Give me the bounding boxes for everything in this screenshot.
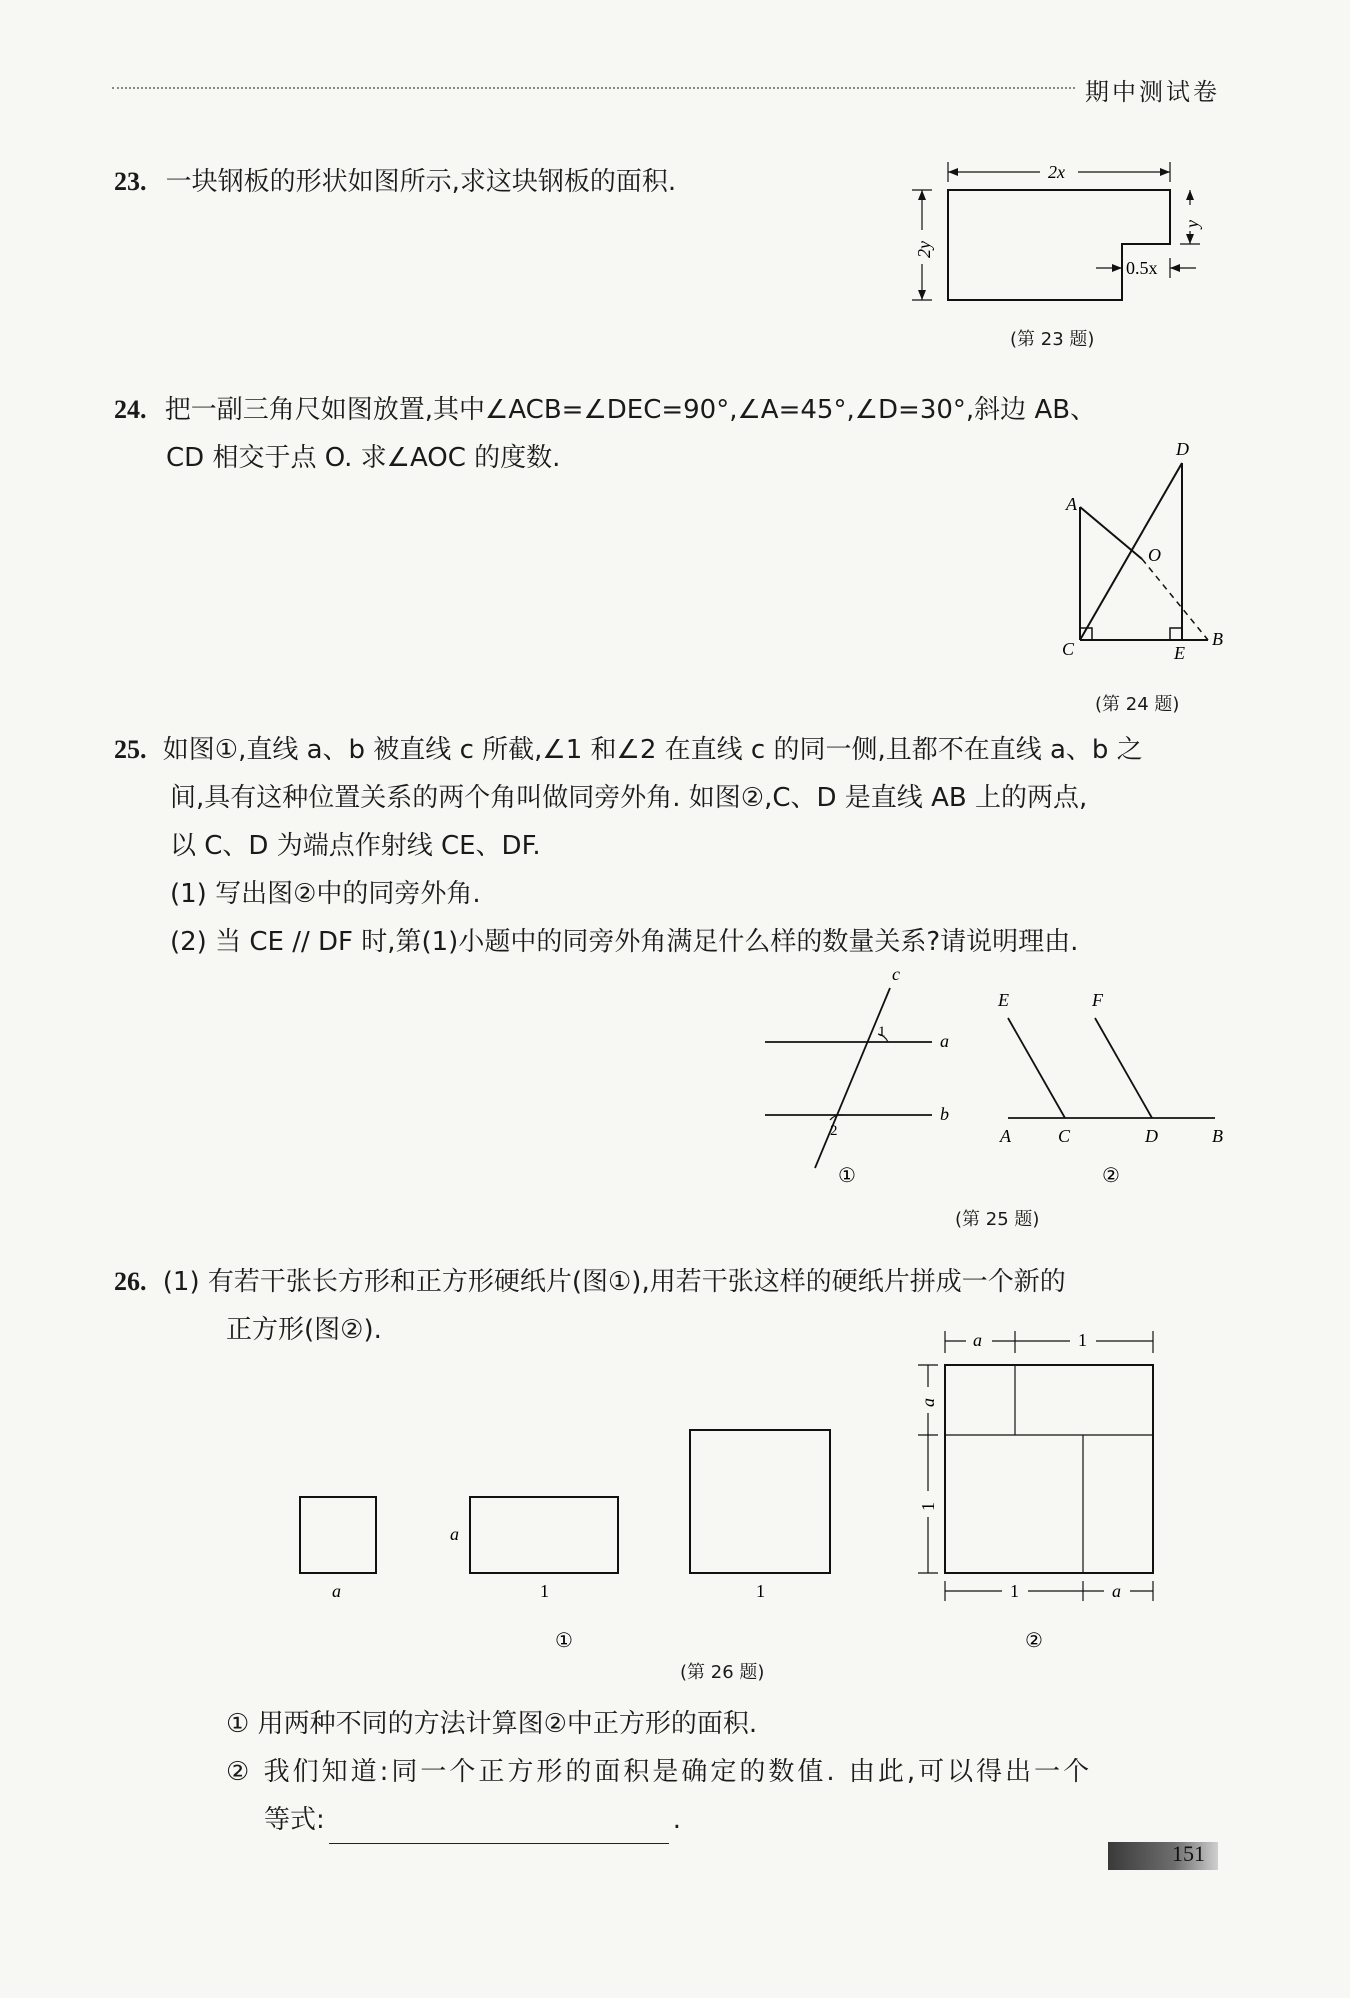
- figure-23: [900, 150, 1220, 350]
- small-square-side: a: [332, 1581, 341, 1601]
- dim-left-label: 2y: [914, 241, 934, 258]
- point-B: B: [1212, 629, 1223, 649]
- figure-25-2-label: ②: [1102, 1165, 1120, 1187]
- figure-26-2-label: ②: [1025, 1630, 1043, 1652]
- question-26-line1: [114, 1258, 1244, 1306]
- dim-right-label: y: [1182, 220, 1202, 228]
- label-A: A: [1000, 1126, 1011, 1146]
- page-number: 151: [1172, 1841, 1205, 1866]
- label-E: E: [998, 990, 1009, 1010]
- question-text: 把一副三角尺如图放置,其中∠ACB=∠DEC=90°,∠A=45°,∠D=30°,斜边 AB、: [164, 395, 1097, 425]
- question-25-sub2: (2) 当 CE // DF 时,第(1)小题中的同旁外角满足什么样的数量关系?请说明理由.: [170, 927, 1079, 957]
- equation-prefix: 等式:: [264, 1805, 325, 1835]
- question-number: 24.: [114, 395, 147, 424]
- answer-blank[interactable]: [329, 1813, 669, 1844]
- figure-25-1-label: ①: [838, 1165, 856, 1187]
- caption-25: (第 25 题): [955, 1209, 1040, 1230]
- point-E: E: [1174, 643, 1185, 663]
- bottom-1-label: 1: [1010, 1581, 1019, 1601]
- question-25-sub1: (1) 写出图②中的同旁外角.: [170, 879, 481, 909]
- question-number: 25.: [114, 735, 147, 764]
- ray-CE: [1008, 1018, 1065, 1118]
- label-C: C: [1058, 1126, 1071, 1146]
- composite-square: [945, 1365, 1153, 1573]
- question-23: [114, 158, 676, 206]
- left-a-label: a: [918, 1398, 938, 1407]
- top-1-label: 1: [1078, 1330, 1087, 1350]
- question-25-line1: [114, 726, 1244, 774]
- question-26-line2: 正方形(图②).: [226, 1315, 382, 1345]
- figure-25: [760, 970, 1240, 1200]
- steel-plate-outline: [948, 190, 1170, 300]
- question-25-line2: 间,具有这种位置关系的两个角叫做同旁外角. 如图②,C、D 是直线 AB 上的两点,: [170, 783, 1088, 813]
- small-square: [300, 1497, 376, 1573]
- segment-CD: [1080, 463, 1182, 640]
- question-text: 一块钢板的形状如图所示,求这块钢板的面积.: [165, 167, 677, 197]
- caption-26: (第 26 题): [680, 1662, 765, 1683]
- figure-26: [290, 1325, 1200, 1655]
- caption-23: (第 23 题): [1010, 329, 1095, 350]
- equation-suffix: .: [672, 1805, 682, 1835]
- rectangle: [470, 1497, 618, 1573]
- question-26-item2-line2: [264, 1796, 1236, 1844]
- label-b: b: [940, 1104, 949, 1124]
- dim-step-label: 0.5x: [1126, 258, 1158, 278]
- header-title: 期中测试卷: [1085, 78, 1220, 106]
- point-O: O: [1148, 545, 1161, 565]
- left-1-label: 1: [918, 1502, 938, 1511]
- label-c: c: [892, 970, 900, 984]
- question-25: [114, 726, 1244, 966]
- label-a: a: [940, 1031, 949, 1051]
- top-a-label: a: [973, 1330, 982, 1350]
- question-25-line3: 以 C、D 为端点作射线 CE、DF.: [170, 831, 541, 861]
- large-square: [690, 1430, 830, 1573]
- question-24-line2: CD 相交于点 O. 求∠AOC 的度数.: [166, 443, 561, 473]
- point-A: A: [1066, 494, 1077, 514]
- angle-1-label: 1: [878, 1024, 886, 1040]
- label-F: F: [1092, 990, 1103, 1010]
- point-D: D: [1176, 439, 1189, 459]
- figure-26-1-label: ①: [555, 1630, 573, 1652]
- caption-24: (第 24 题): [1095, 694, 1180, 715]
- label-B: B: [1212, 1126, 1223, 1146]
- dim-top-label: 2x: [1048, 162, 1065, 182]
- question-number: 26.: [114, 1267, 147, 1296]
- rect-width-label: 1: [540, 1581, 549, 1601]
- question-number: 23.: [114, 167, 147, 196]
- segment-AO: [1080, 507, 1142, 559]
- point-C: C: [1062, 639, 1075, 659]
- header-rule: [112, 87, 1075, 89]
- large-square-side: 1: [756, 1581, 765, 1601]
- question-26-items: [226, 1700, 1236, 1844]
- question-26-item1: ① 用两种不同的方法计算图②中正方形的面积.: [226, 1709, 758, 1739]
- bottom-a-label: a: [1112, 1581, 1121, 1601]
- ray-DF: [1095, 1018, 1152, 1118]
- figure-24: [1040, 435, 1240, 665]
- question-24-line1: [114, 386, 1234, 434]
- line-c: [815, 988, 890, 1168]
- rect-height-label: a: [450, 1524, 459, 1544]
- question-26-item2-line1: ② 我们知道:同一个正方形的面积是确定的数值. 由此,可以得出一个: [226, 1757, 1093, 1787]
- question-text: (1) 有若干张长方形和正方形硬纸片(图①),用若干张这样的硬纸片拼成一个新的: [162, 1267, 1066, 1297]
- label-D: D: [1145, 1126, 1158, 1146]
- angle-2-label: 2: [830, 1123, 838, 1139]
- question-text: 如图①,直线 a、b 被直线 c 所截,∠1 和∠2 在直线 c 的同一侧,且都不在直线 a、b 之: [162, 735, 1143, 765]
